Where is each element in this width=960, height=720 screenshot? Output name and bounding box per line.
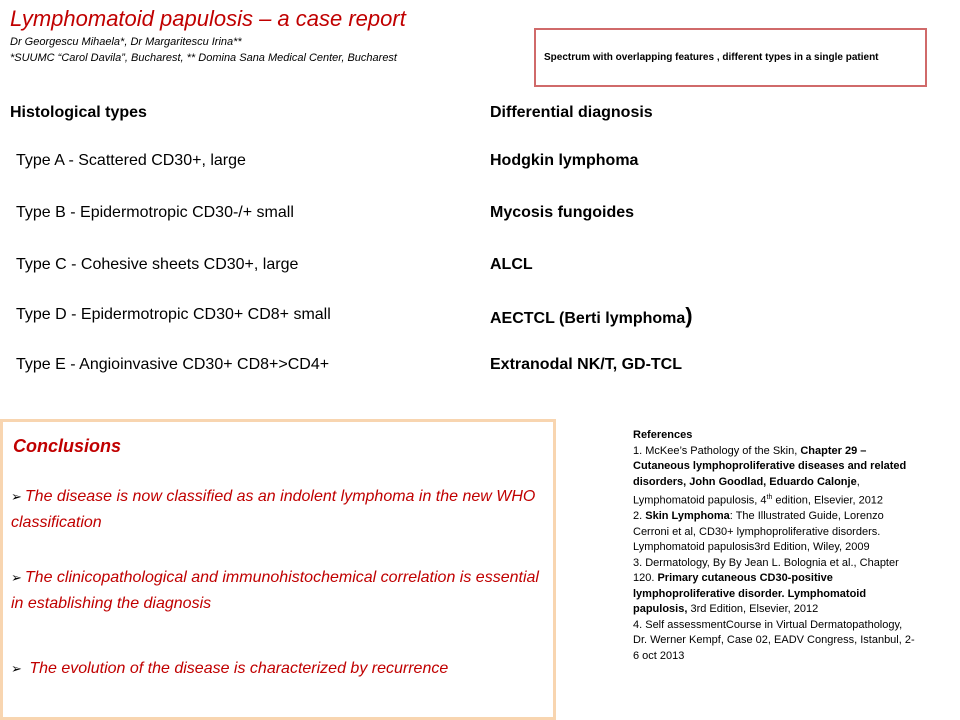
conclusion-text-3: The evolution of the disease is characterized by recurrence (24, 660, 449, 677)
histological-type-e: Type E - Angioinvasive CD30+ CD8+>CD4+ (16, 356, 330, 373)
arrow-bullet-icon: ➢ (11, 489, 22, 504)
histological-types-heading: Histological types (10, 104, 147, 121)
diagnosis-aectcl-text: AECTCL (Berti lymphoma (490, 310, 686, 327)
diagnosis-extranodal-nkt: Extranodal NK/T, GD-TCL (490, 356, 683, 373)
spectrum-note-box (534, 28, 927, 87)
conclusions-heading: Conclusions (13, 436, 122, 456)
poster-title: Lymphomatoid papulosis – a case report (10, 6, 406, 31)
diagnosis-alcl: ALCL (490, 256, 533, 273)
diagnosis-aectcl (490, 303, 693, 329)
histological-type-b: Type B - Epidermotropic CD30-/+ small (16, 204, 294, 221)
conclusions-box (0, 419, 556, 720)
conclusion-item-1 (11, 484, 541, 536)
histological-type-d: Type D - Epidermotropic CD30+ CD8+ small (16, 306, 331, 323)
diagnosis-aectcl-paren: ) (685, 303, 693, 328)
conclusion-text-1: The disease is now classified as an indolent lymphoma in the new WHO classification (11, 488, 536, 531)
affiliations-line: *SUUMC “Carol Davila”, Bucharest, ** Domina Sana Medical Center, Bucharest (10, 52, 397, 64)
histological-type-a: Type A - Scattered CD30+, large (16, 152, 246, 169)
authors-line: Dr Georgescu Mihaela*, Dr Margaritescu Irina** (10, 36, 242, 48)
conclusion-item-2 (11, 565, 546, 617)
histological-type-c: Type C - Cohesive sheets CD30+, large (16, 256, 299, 273)
reference-4: 4. Self assessmentCourse in Virtual Dermatopathology, Dr. Werner Kempf, Case 02, EADV Congress, Istanbul, 2-6 oct 2013 (633, 618, 915, 662)
spectrum-note-text: Spectrum with overlapping features , different types in a single patient (544, 52, 879, 63)
conclusion-text-2: The clinicopathological and immunohistochemical correlation is essential in establishing the diagnosis (11, 569, 539, 612)
diagnosis-mycosis-fungoides: Mycosis fungoides (490, 204, 635, 221)
reference-1: 1. McKee’s Pathology of the Skin, Chapter 29 – Cutaneous lymphoproliferative diseases and related disorders, John Goodlad, Eduardo Calonje, Lymphomatoid papulosis, 4th edition, Elsevier, 2012 (633, 444, 907, 507)
references-block (633, 428, 918, 664)
conclusion-item-3 (11, 656, 546, 682)
references-heading: References (633, 429, 693, 441)
arrow-bullet-icon: ➢ (11, 570, 22, 585)
differential-diagnosis-heading: Differential diagnosis (490, 104, 653, 121)
reference-3: 3. Dermatology, By By Jean L. Bolognia et al., Chapter 120. Primary cutaneous CD30-positive lymphoproliferative disorder. Lymphomatoid papulosis, 3rd Edition, Elsevier, 2012 (633, 556, 899, 616)
arrow-bullet-icon: ➢ (11, 661, 22, 676)
diagnosis-hodgkin: Hodgkin lymphoma (490, 152, 639, 169)
author-block (10, 34, 397, 66)
reference-2: 2. Skin Lymphoma: The Illustrated Guide, Lorenzo Cerroni et al, CD30+ lymphoproliferative disorders. Lymphomatoid papulosis3rd Edition, Wiley, 2009 (633, 510, 884, 554)
